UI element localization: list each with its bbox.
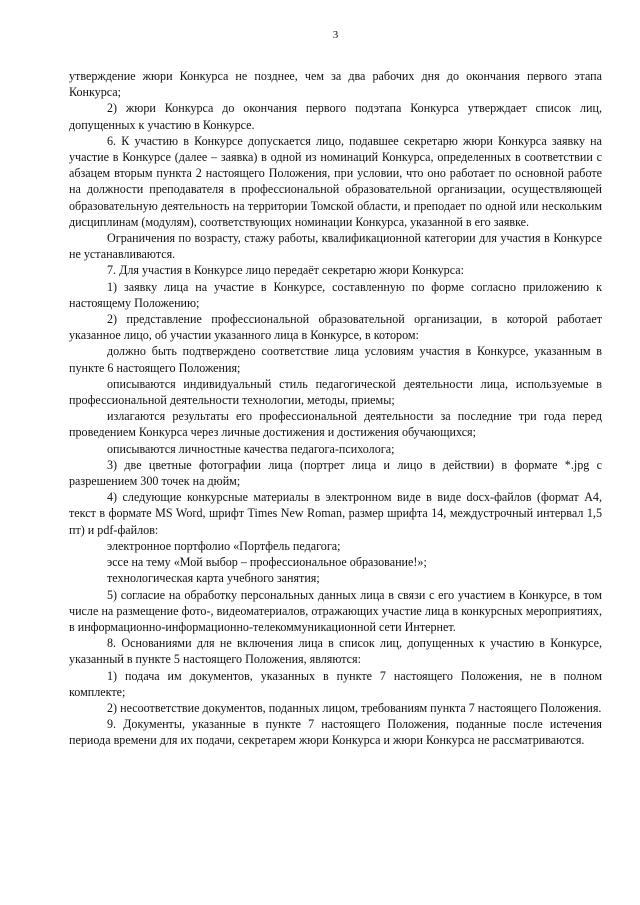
paragraph-7-2-d: описываются личностные качества педагога-психолога;: [107, 441, 395, 456]
paragraph-subitem-7-5: 5) согласие на обработку персональных данных лица в связи с его участием в Конкурсе, в том числе на размещение фото-, видеоматериалов, отражающих участие лица в конкурсных мероприятиях, в информационно-информационно-телекоммуникационной сети Интернет.: [69, 587, 602, 634]
paragraph-subitem-7-3: 3) две цветные фотографии лица (портрет лица и лицо в действии) в формате *.jpg с разрешением 300 точек на дюйм;: [69, 457, 602, 489]
paragraph-item-9: 9. Документы, указанные в пункте 7 настоящего Положения, поданные после истечения периода времени для их подачи, секретарем жюри Конкурса и жюри Конкурса не рассматриваются.: [69, 717, 602, 748]
paragraph-subitem-7-4: 4) следующие конкурсные материалы в электронном виде в виде docx-файлов (формат А4, текст в формате MS Word, шрифт Times New Roman, размер шрифта 14, междустрочный интервал 1,5 пт) и pdf-файлов:: [69, 490, 602, 537]
paragraph-item-7: 7. Для участия в Конкурсе лицо передаёт секретарю жюри Конкурса:: [107, 263, 464, 278]
paragraph-item-8: 8. Основаниями для не включения лица в список лиц, допущенных к участию в Конкурсе, указанный в пункте 5 настоящего Положения, являются:: [69, 636, 602, 667]
paragraph-7-4-c: технологическая карта учебного занятия;: [107, 571, 320, 586]
paragraph-7-4-b: эссе на тему «Мой выбор – профессиональное образование!»;: [107, 555, 427, 570]
paragraph-subitem-7-1: 1) заявку лица на участие в Конкурсе, составленную по форме согласно приложению к настоящему Положению;: [69, 279, 602, 310]
paragraph-7-2-a: должно быть подтверждено соответствие лица условиям участия в Конкурсе, указанным в пункте 6 настоящего Положения;: [69, 344, 602, 375]
paragraph-subitem-5-2: 2) жюри Конкурса до окончания первого подэтапа Конкурса утверждает список лиц, допущенных к участию в Конкурсе.: [69, 101, 602, 132]
paragraph-item-6: 6. К участию в Конкурсе допускается лицо, подавшее секретарю жюри Конкурса заявку на участие в Конкурсе (далее – заявка) в одной из номинаций Конкурса, определенных в соответствии с абзацем вторым пункта 2 настоящего Положения, при условии, что оно работает по основной работе на должности преподавателя в профессиональной образовательной организации, осуществляющей образовательную деятельность на территории Томской области, и преподает по одной или нескольким дисциплинам (модулям), соответствующих номинации Конкурса, указанной в его заявке.: [69, 133, 602, 229]
document-body: [69, 68, 602, 749]
paragraph-7-2-b: описываются индивидуальный стиль педагогической деятельности лица, используемые в профессиональной деятельности технологии, методы, приемы;: [69, 376, 602, 408]
page-number: 3: [332, 29, 339, 41]
paragraph-7-4-a: электронное портфолио «Портфель педагога;: [107, 538, 341, 553]
paragraph-subitem-8-1: 1) подача им документов, указанных в пункте 7 настоящего Положения, не в полном комплекте;: [69, 668, 602, 699]
paragraph-continuation: утверждение жюри Конкурса не позднее, чем за два рабочих дня до окончания первого этапа Конкурса;: [69, 69, 602, 100]
paragraph-restrictions: Ограничения по возрасту, стажу работы, квалификационной категории для участия в Конкурсе не устанавливаются.: [69, 231, 602, 262]
paragraph-7-2-c: излагаются результаты его профессиональной деятельности за последние три года перед проведением Конкурса через личные достижения и достижения обучающихся;: [69, 409, 602, 440]
paragraph-subitem-8-2: 2) несоответствие документов, поданных лицом, требованиям пункта 7 настоящего Положения.: [107, 700, 602, 715]
paragraph-subitem-7-2: 2) представление профессиональной образовательной организации, в которой работает указанное лицо, об участии указанного лица в Конкурсе, в котором:: [69, 312, 602, 343]
